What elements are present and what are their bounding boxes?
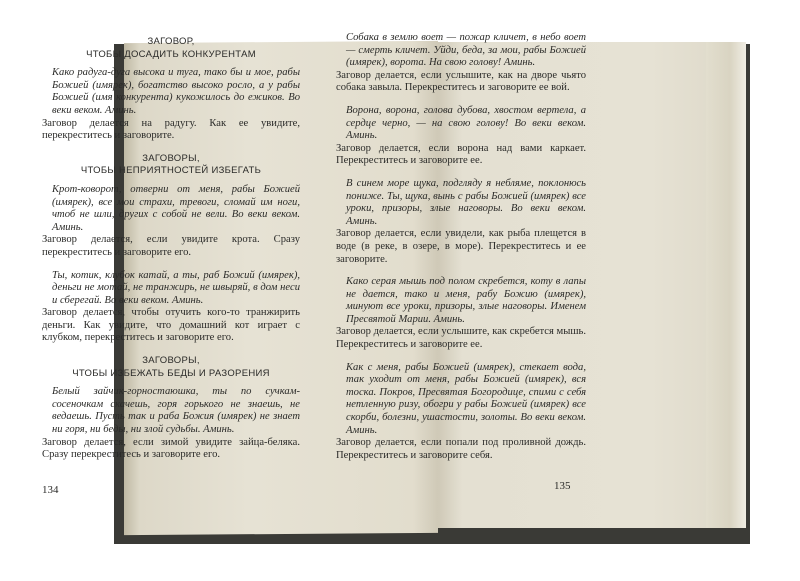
section-heading: ЗАГОВОРЫ, ЧТОБЫ ИЗБЕЖАТЬ БЕДЫ И РАЗОРЕНИЯ — [72, 355, 270, 379]
section-heading: ЗАГОВОРЫ, ЧТОБЫ НЕПРИЯТНОСТЕЙ ИЗБЕГАТЬ — [80, 152, 262, 177]
section-heading: ЗАГОВОР, ЧТОБЫ ДОСАДИТЬ КОНКУРЕНТАМ — [86, 36, 256, 60]
page-number-right: 135 — [554, 480, 571, 492]
spell-instruction: Заговор делается, если услышите, как на дворе чьято собака завыла. Перекреститесь и заговорите ее вой. — [336, 69, 586, 94]
spell-verse: Собака в землю воет — пожар кличет, в небо воет — смерть кличет. Уйди, беда, за мои, рабы Божией (имярек), ворота. На свою голову! Аминь. — [346, 32, 586, 69]
page-number-left: 134 — [42, 484, 59, 496]
spell-instruction: Заговор делается, если ворона над вами каркает. Перекреститесь и заговорите ее. — [336, 142, 586, 167]
spell-verse: В синем море щука, подгляду я небляме, поклонюсь пониже. Ты, щука, вынь с рабы Божией (имярек) все уроки, призоры, злые наговоры. Во веки веком. Аминь. — [346, 177, 586, 227]
spell-verse: Како серая мышь под полом скребется, коту в лапы не дается, тако и меня, рабу Божию (имярек), минуют все уроки, призоры, злые наговоры. Именем Пресвятой Марии. Аминь. — [346, 276, 586, 325]
spell-instruction: Заговор делается, если услышите, как скребется мышь. Перекреститесь и заговорите ее. — [336, 326, 586, 351]
spell-verse: Ворона, ворона, голова дубова, хвостом вертела, а сердце черно, — на свою голову! Во веки веком. Аминь. — [346, 104, 586, 142]
spell-instruction: Заговор делается, если увидели, как рыба плещется в воде (в реке, в озере, в море). Перекреститесь и ее заговорите. — [336, 228, 586, 265]
left-page-text — [42, 36, 300, 462]
spell-instruction: Заговор делается, если увидите крота. Сразу перекреститесь и заговорите его. — [42, 234, 300, 258]
spell-verse: Как с меня, рабы Божией (имярек), стекает вода, так уходит от меня, рабы Божией (имярек), вся тоска. Покров, Пресвятая Богородице, спими с себя нетленную ризу, обогри у рабы Божией (имярек) все скорби, болезни, ушастости, золоты. Во веки веком. Аминь. — [346, 361, 586, 436]
spell-instruction: Заговор делается, если попали под проливной дождь. Перекреститесь и заговорите себя. — [336, 437, 586, 461]
page-edge — [706, 42, 746, 528]
spell-verse: Ты, котик, клубок катай, а ты, раб Божий (имярек), деньги не мотай, не транжирь, не швыряй, в дом неси и сберегай. Во веки веком. Аминь. — [52, 269, 300, 306]
spell-verse: Крот-коворот, отверни от меня, рабы Божией (имярек), все мои страхи, тревоги, сломай им ноги, чтоб не шли, других с собой не вели. Во веки веком. Аминь. — [52, 183, 300, 233]
spell-verse: Белый зайчик-горностаюшка, ты по сучкам-сосеночкам скачешь, горя горького не знаешь, не ведаешь. Пусть так и раба Божия (имярек) не знает ни горя, ни беды, ни злой судьбы. Аминь. — [52, 386, 300, 436]
spell-instruction: Заговор делается, чтобы отучить кого-то транжирить деньги. Как увидите, что домашний кот играет с клубком, перекреститесь и заговорите его. — [42, 307, 300, 344]
spell-instruction: Заговор делается на радугу. Как ее увидите, перекреститесь и заговорите. — [42, 117, 300, 142]
spell-verse: Како радуга-дуга высока и туга, тако бы и мое, рабы Божией (имярек), богатство высоко росло, а у рабы Божией (имя конкурента) кукожилось до ежиков. Во веки веком. Аминь. — [52, 67, 300, 116]
right-page-text — [336, 32, 586, 462]
spell-instruction: Заговор делается, если зимой увидите зайца-беляка. Сразу перекреститесь и заговорите его. — [42, 436, 300, 461]
